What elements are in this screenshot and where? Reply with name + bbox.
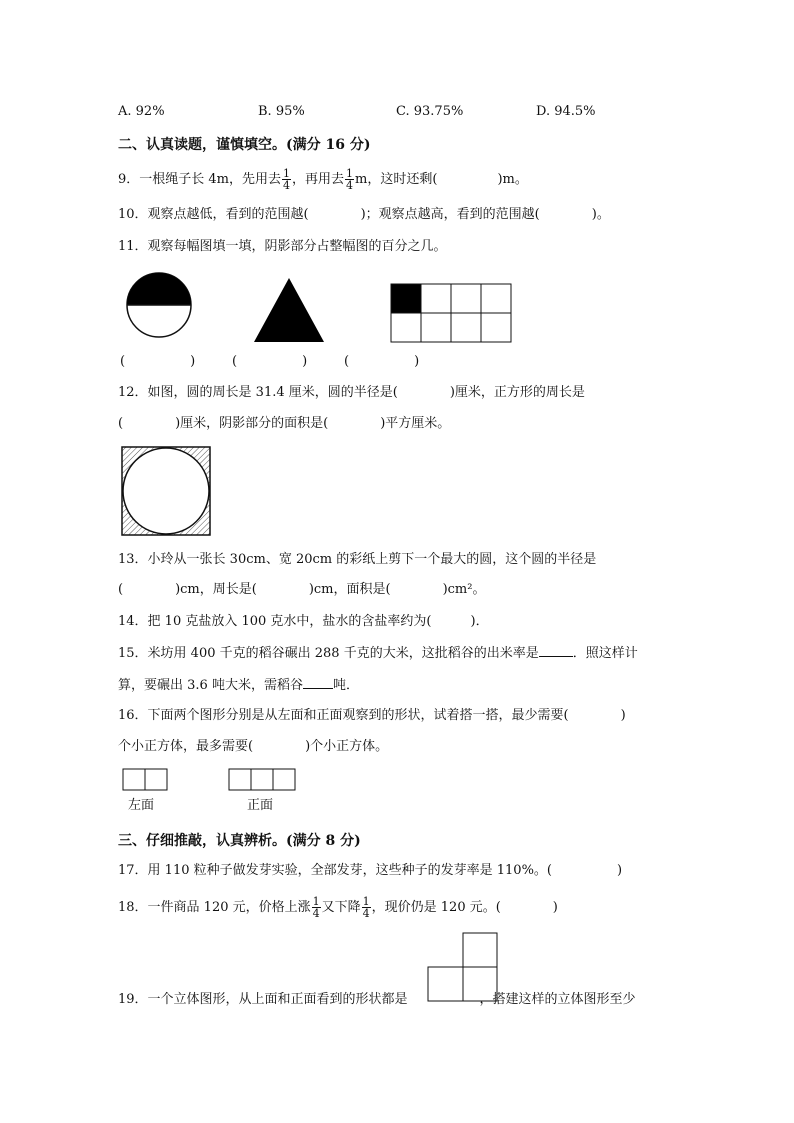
fraction-denominator: 4 <box>346 179 354 192</box>
fraction-numerator: 1 <box>312 895 320 908</box>
question-17: 17．用 110 粒种子做发芽实验，全部发芽，这些种子的发芽率是 110%。( ) <box>118 863 623 878</box>
left-view-label: 左面 <box>128 798 155 813</box>
fraction-numerator: 1 <box>346 167 354 180</box>
fraction-numerator: 1 <box>283 167 291 180</box>
fraction-denominator: 4 <box>283 179 291 192</box>
question-18 <box>118 896 558 919</box>
fraction-one-quarter <box>282 168 291 191</box>
fraction-one-quarter <box>312 896 321 919</box>
circle-in-square-figure <box>121 446 213 538</box>
question-15-line-1 <box>118 644 638 664</box>
front-view-figure <box>228 768 298 792</box>
q18-text-3: ，现价仍是 120 元。( ) <box>371 900 558 915</box>
q9-text-3: m，这时还剩( <box>355 172 438 187</box>
q19-text-2: ，搭建这样的立体图形至少 <box>479 992 636 1007</box>
option-a: A. 92% <box>118 104 165 119</box>
option-d: D. 94.5% <box>536 104 596 119</box>
q15-text-3: 算，要碾出 3.6 吨大米，需稻谷 <box>118 678 303 693</box>
q9-text-2: ，再用去 <box>292 172 345 187</box>
q18-text-2: 又下降 <box>321 900 361 915</box>
q15-text-1: 15．米坊用 400 千克的稻谷碾出 288 千克的大米，这批稻谷的出米率是 <box>118 646 539 661</box>
question-10: 10．观察点越低，看到的范围越( )；观察点越高，看到的范围越( )。 <box>118 207 610 222</box>
fraction-denominator: 4 <box>362 907 370 920</box>
question-13-line-2: ( )cm，周长是( )cm，面积是( )cm²。 <box>118 582 486 597</box>
q11-answer-2[interactable]: ( ) <box>232 354 308 369</box>
question-16-line-2: 个小正方体，最多需要( )个小正方体。 <box>118 739 389 754</box>
fraction-numerator: 1 <box>362 895 370 908</box>
question-19 <box>118 990 636 1010</box>
question-14: 14．把 10 克盐放入 100 克水中，盐水的含盐率约为( )． <box>118 614 489 629</box>
q11-answer-1[interactable]: ( ) <box>120 354 196 369</box>
answer-underline[interactable] <box>303 676 333 689</box>
question-13-line-1: 13．小玲从一张长 30cm、宽 20cm 的彩纸上剪下一个最大的圆，这个圆的半径是 <box>118 552 597 567</box>
question-15-line-2 <box>118 676 359 696</box>
question-12-line-1: 12．如图，圆的周长是 31.4 厘米，圆的半径是( )厘米，正方形的周长是 <box>118 385 585 400</box>
option-c: C. 93.75% <box>396 104 464 119</box>
front-view-label: 正面 <box>247 798 274 813</box>
grid-rectangle <box>390 283 512 343</box>
left-view-figure <box>122 768 170 792</box>
fraction-denominator: 4 <box>312 907 320 920</box>
answer-underline[interactable] <box>539 644 573 657</box>
q15-text-4: 吨． <box>332 678 359 693</box>
q9-text-4: )m。 <box>497 172 528 187</box>
section-3-title: 三、仔细推敲，认真辨析。(满分 8 分) <box>118 833 361 849</box>
section-2-title: 二、认真读题，谨慎填空。(满分 16 分) <box>118 137 371 153</box>
question-12-line-2: ( )厘米，阴影部分的面积是( )平方厘米。 <box>118 416 451 431</box>
fraction-one-quarter <box>362 896 371 919</box>
q15-text-2: ．照这样计 <box>572 646 638 661</box>
q9-text-1: 9．一根绳子长 4m，先用去 <box>118 172 282 187</box>
q11-answer-3[interactable]: ( ) <box>344 354 420 369</box>
question-16-line-1: 16．下面两个图形分别是从左面和正面观察到的形状，试着搭一搭，最少需要( ) <box>118 708 626 723</box>
option-b: B. 95% <box>258 104 305 119</box>
question-9 <box>118 168 528 191</box>
shaded-triangle <box>252 276 326 344</box>
half-shaded-circle <box>124 270 194 340</box>
question-11: 11．观察每幅图填一填，阴影部分占整幅图的百分之几。 <box>118 239 447 254</box>
fraction-one-quarter <box>345 168 354 191</box>
q19-text-1: 19．一个立体图形，从上面和正面看到的形状都是 <box>118 992 408 1007</box>
q18-text-1: 18．一件商品 120 元，价格上涨 <box>118 900 311 915</box>
